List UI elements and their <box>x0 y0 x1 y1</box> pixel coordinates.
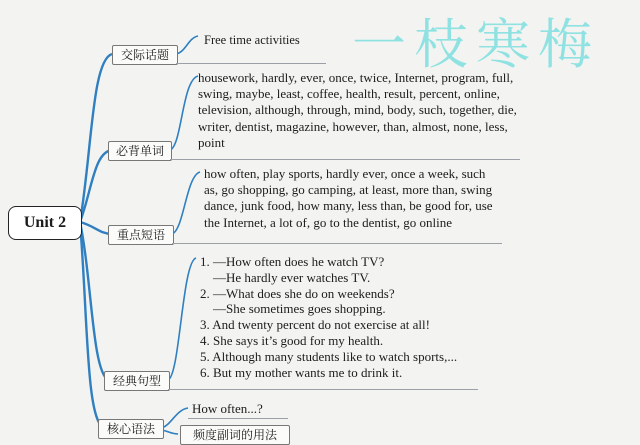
vocab-line: television, although, through, mind, body, such, together, die, <box>198 102 517 118</box>
phrases-content <box>204 166 493 231</box>
grammar-sub-label: 频度副词的用法 <box>180 425 290 445</box>
divider <box>170 159 520 160</box>
sentence-line: 1. —How often does he watch TV? <box>200 254 385 269</box>
phrase-line: as, go shopping, go camping, at least, more than, swing <box>204 182 493 198</box>
connector-grammar <box>80 222 104 428</box>
topic-content <box>204 32 300 48</box>
sentence-line: 4. She says it’s good for my health. <box>200 332 384 348</box>
root-node: Unit 2 <box>8 206 82 240</box>
divider <box>188 418 288 419</box>
connector-topic <box>80 54 112 222</box>
sentence-line: 2. —What does she do on weekends? <box>200 285 395 301</box>
topic-line: Free time activities <box>204 33 300 47</box>
sentences-content <box>200 254 457 380</box>
vocab-line: housework, hardly, ever, once, twice, Internet, program, full, <box>198 70 514 85</box>
vocab-line: point <box>198 134 225 150</box>
branch-topic-label: 交际话题 <box>112 45 178 65</box>
branch-vocab-label: 必背单词 <box>108 141 172 161</box>
phrase-line: how often, play sports, hardly ever, once a week, such <box>204 166 486 181</box>
divider <box>176 63 326 64</box>
divider <box>172 243 502 244</box>
vocab-line: swing, maybe, least, coffee, health, result, percent, online, <box>198 86 500 102</box>
vocab-content <box>198 70 517 151</box>
sentence-line: —She sometimes goes shopping. <box>200 301 386 317</box>
phrase-line: the Internet, a lot of, go to the dentist, go online <box>204 214 453 230</box>
phrase-line: dance, junk food, how many, less than, be good for, use <box>204 198 493 214</box>
vocab-line: writer, dentist, magazine, however, than, almost, none, less, <box>198 118 508 134</box>
divider <box>168 389 478 390</box>
watermark-text: 一枝寒梅 <box>352 13 600 76</box>
grammar-content: How often...? <box>192 401 263 416</box>
sentence-line: 6. But my mother wants me to drink it. <box>200 364 403 380</box>
sentence-line: 3. And twenty percent do not exercise at all! <box>200 317 430 333</box>
sentence-line: 5. Although many students like to watch sports,... <box>200 348 458 364</box>
branch-phrases-label: 重点短语 <box>108 225 174 245</box>
branch-grammar-label: 核心语法 <box>98 419 164 439</box>
sentence-line: —He hardly ever watches TV. <box>200 269 371 285</box>
branch-sentences-label: 经典句型 <box>104 371 170 391</box>
